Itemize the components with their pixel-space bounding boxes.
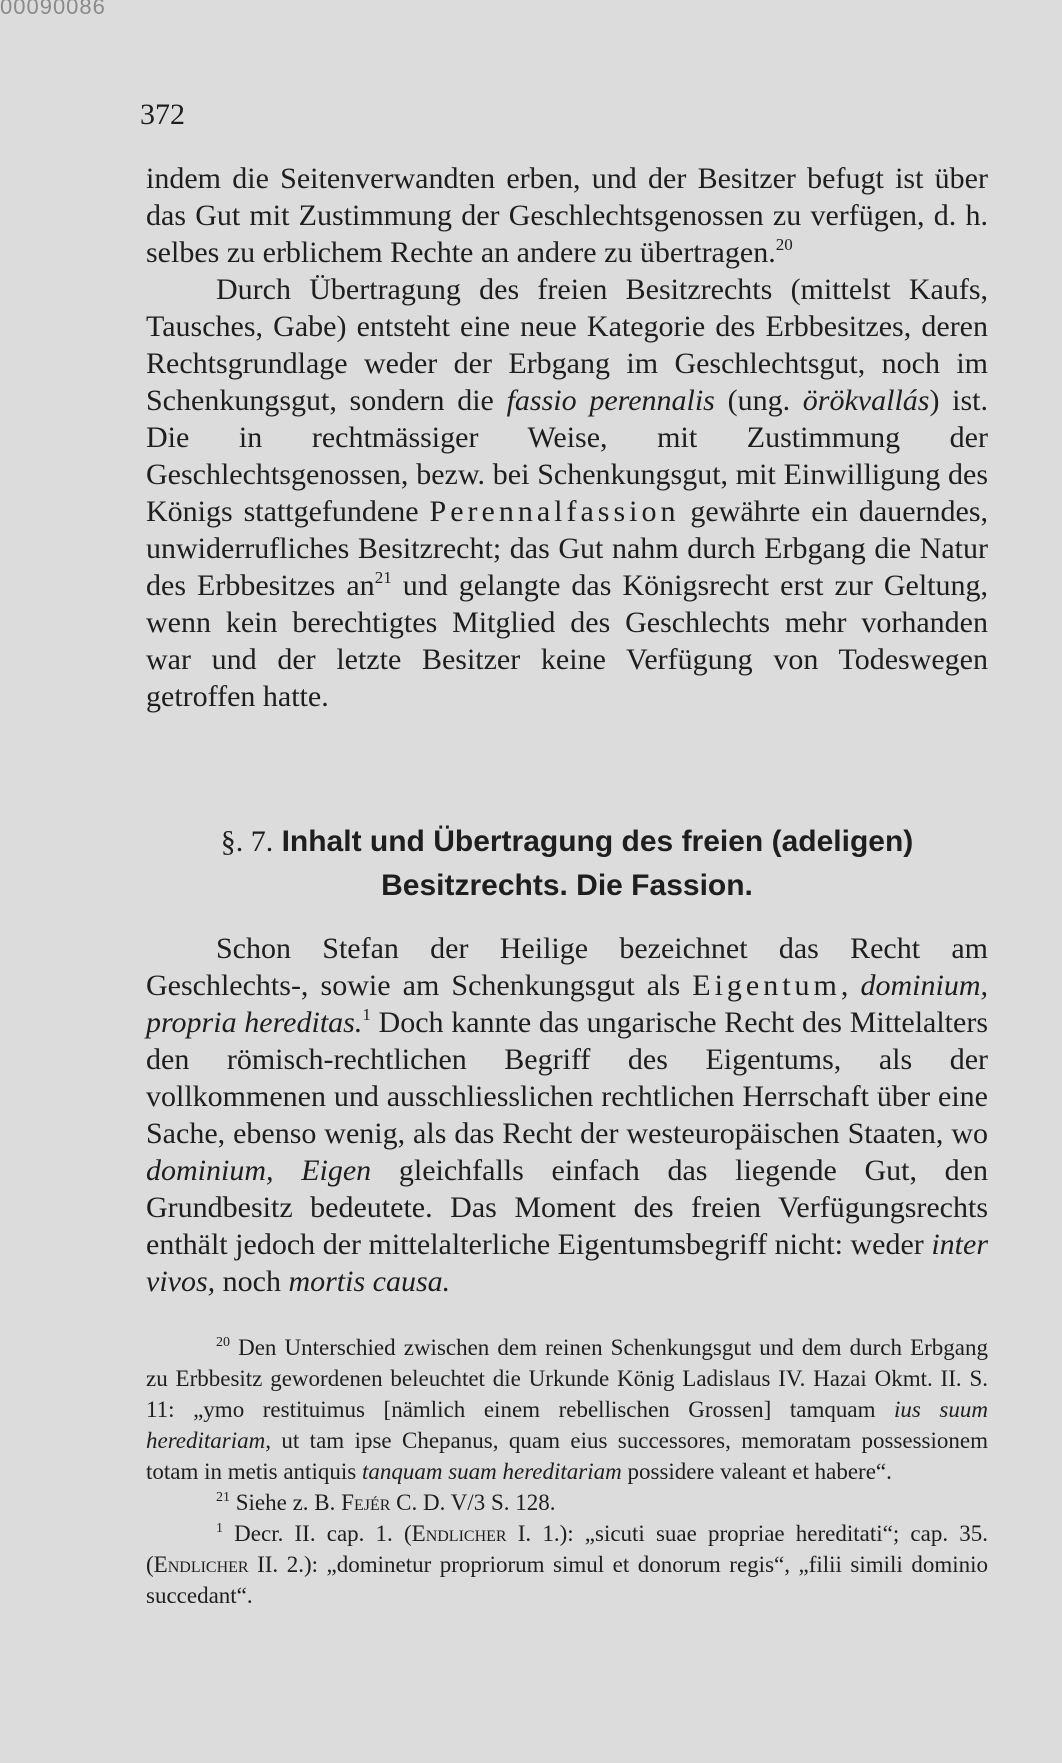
section-title: Inhalt und Übertragung des freien (adeligen) Besitzrechts. Die Fassion.: [281, 825, 914, 902]
spaced-term: Eigentum: [692, 969, 841, 1002]
scan-id: 00090086: [0, 0, 106, 19]
paragraph-3: Schon Stefan der Heilige bezeichnet das Recht am Geschlechts-, sowie am Schenkungsgut als Eigentum, dominium, propria hereditas.$^1$ Doch kannte das ungarische Recht des Mittelalters den römisch-rechtlichen Begriff des Eigentums, als der vollkommenen und ausschliesslichen rechtlichen Herrschaft über eine Sache, ebenso wenig, als das Recht der westeuropäischen Staaten, wo dominium, Eigen gleichfalls einfach das liegende Gut, den Grundbesitz bedeutete. Das Moment des freien Verfügungsrechts enthält jedoch der mittelalterliche Eigentumsbegriff nicht: weder inter vivos, noch mortis causa.: [146, 932, 989, 1298]
page-number: 372: [140, 98, 185, 131]
body-text-bottom: [146, 930, 988, 1300]
body-text-top: [146, 160, 988, 715]
paragraph-1: indem die Seitenverwandten erben, und der Besitzer befugt ist über das Gut mit Zustimmung der Geschlechtsgenossen zu verfügen, d. h. selbes zu erblichem Rechte an andere zu übertragen.$^{20}$: [146, 162, 988, 269]
paragraph-2: Durch Übertragung des freien Besitzrechts (mittelst Kaufs, Tausches, Gabe) entsteht eine neue Kategorie des Erbbesitzes, deren Rechtsgrundlage weder der Erbgang im Geschlechtsgut, noch im Schenkungsgut, sondern die fassio perennalis (ung. örökvallás) ist. Die in rechtmässiger Weise, mit Zustimmung der Geschlechtsgenossen, bezw. bei Schenkungsgut, mit Einwilligung des Königs stattgefundene Perennalfassion gewährte ein dauerndes, unwiderrufliches Besitzrecht; das Gut nahm durch Erbgang die Natur des Erbbesitzes $an^{21}$ und gelangte das Königsrecht erst zur Geltung, wenn kein berechtigtes Mitglied des Geschlechts mehr vorhanden war und der letzte Besitzer keine Verfügung von Todeswegen getroffen hatte.: [146, 273, 989, 713]
section-number: §. 7.: [220, 825, 274, 858]
footnote-20: $^{20}$ Den Unterschied zwischen dem reinen Schenkungsgut und dem durch Erbgang zu Erbbesitz gewordenen beleuchtet die Urkunde König Ladislaus IV. Hazai Okmt. II. S. 11: „ymo restituimus [nämlich einem rebellischen Grossen] tamquam ius suum hereditariam, ut tam ipse Chepanus, quam eius successores, memoratam possessionem totam in metis antiquis tanquam suam hereditariam possidere valeant et habere“.: [146, 1335, 988, 1484]
footnote-ref-21: 21: [374, 568, 392, 587]
spaced-term: Perennalfassion: [429, 495, 680, 528]
footnote-1: $^1$ Decr. II. cap. 1. (Endlicher I. 1.): „sicuti suae propriae hereditati“; cap. 35. (Endlicher II. 2.): „dominetur propriorum simul et donorum regis“, „filii simili dominio succedant“.: [146, 1521, 988, 1608]
footnotes: [146, 1332, 988, 1611]
section-heading: [146, 820, 988, 908]
footnote-ref-20: 20: [775, 235, 793, 254]
footnote-21: $^{21}$ Siehe z. B. Fejér C. D. V/3 S. 128.: [216, 1490, 556, 1515]
footnote-ref-1: 1: [362, 1005, 371, 1024]
